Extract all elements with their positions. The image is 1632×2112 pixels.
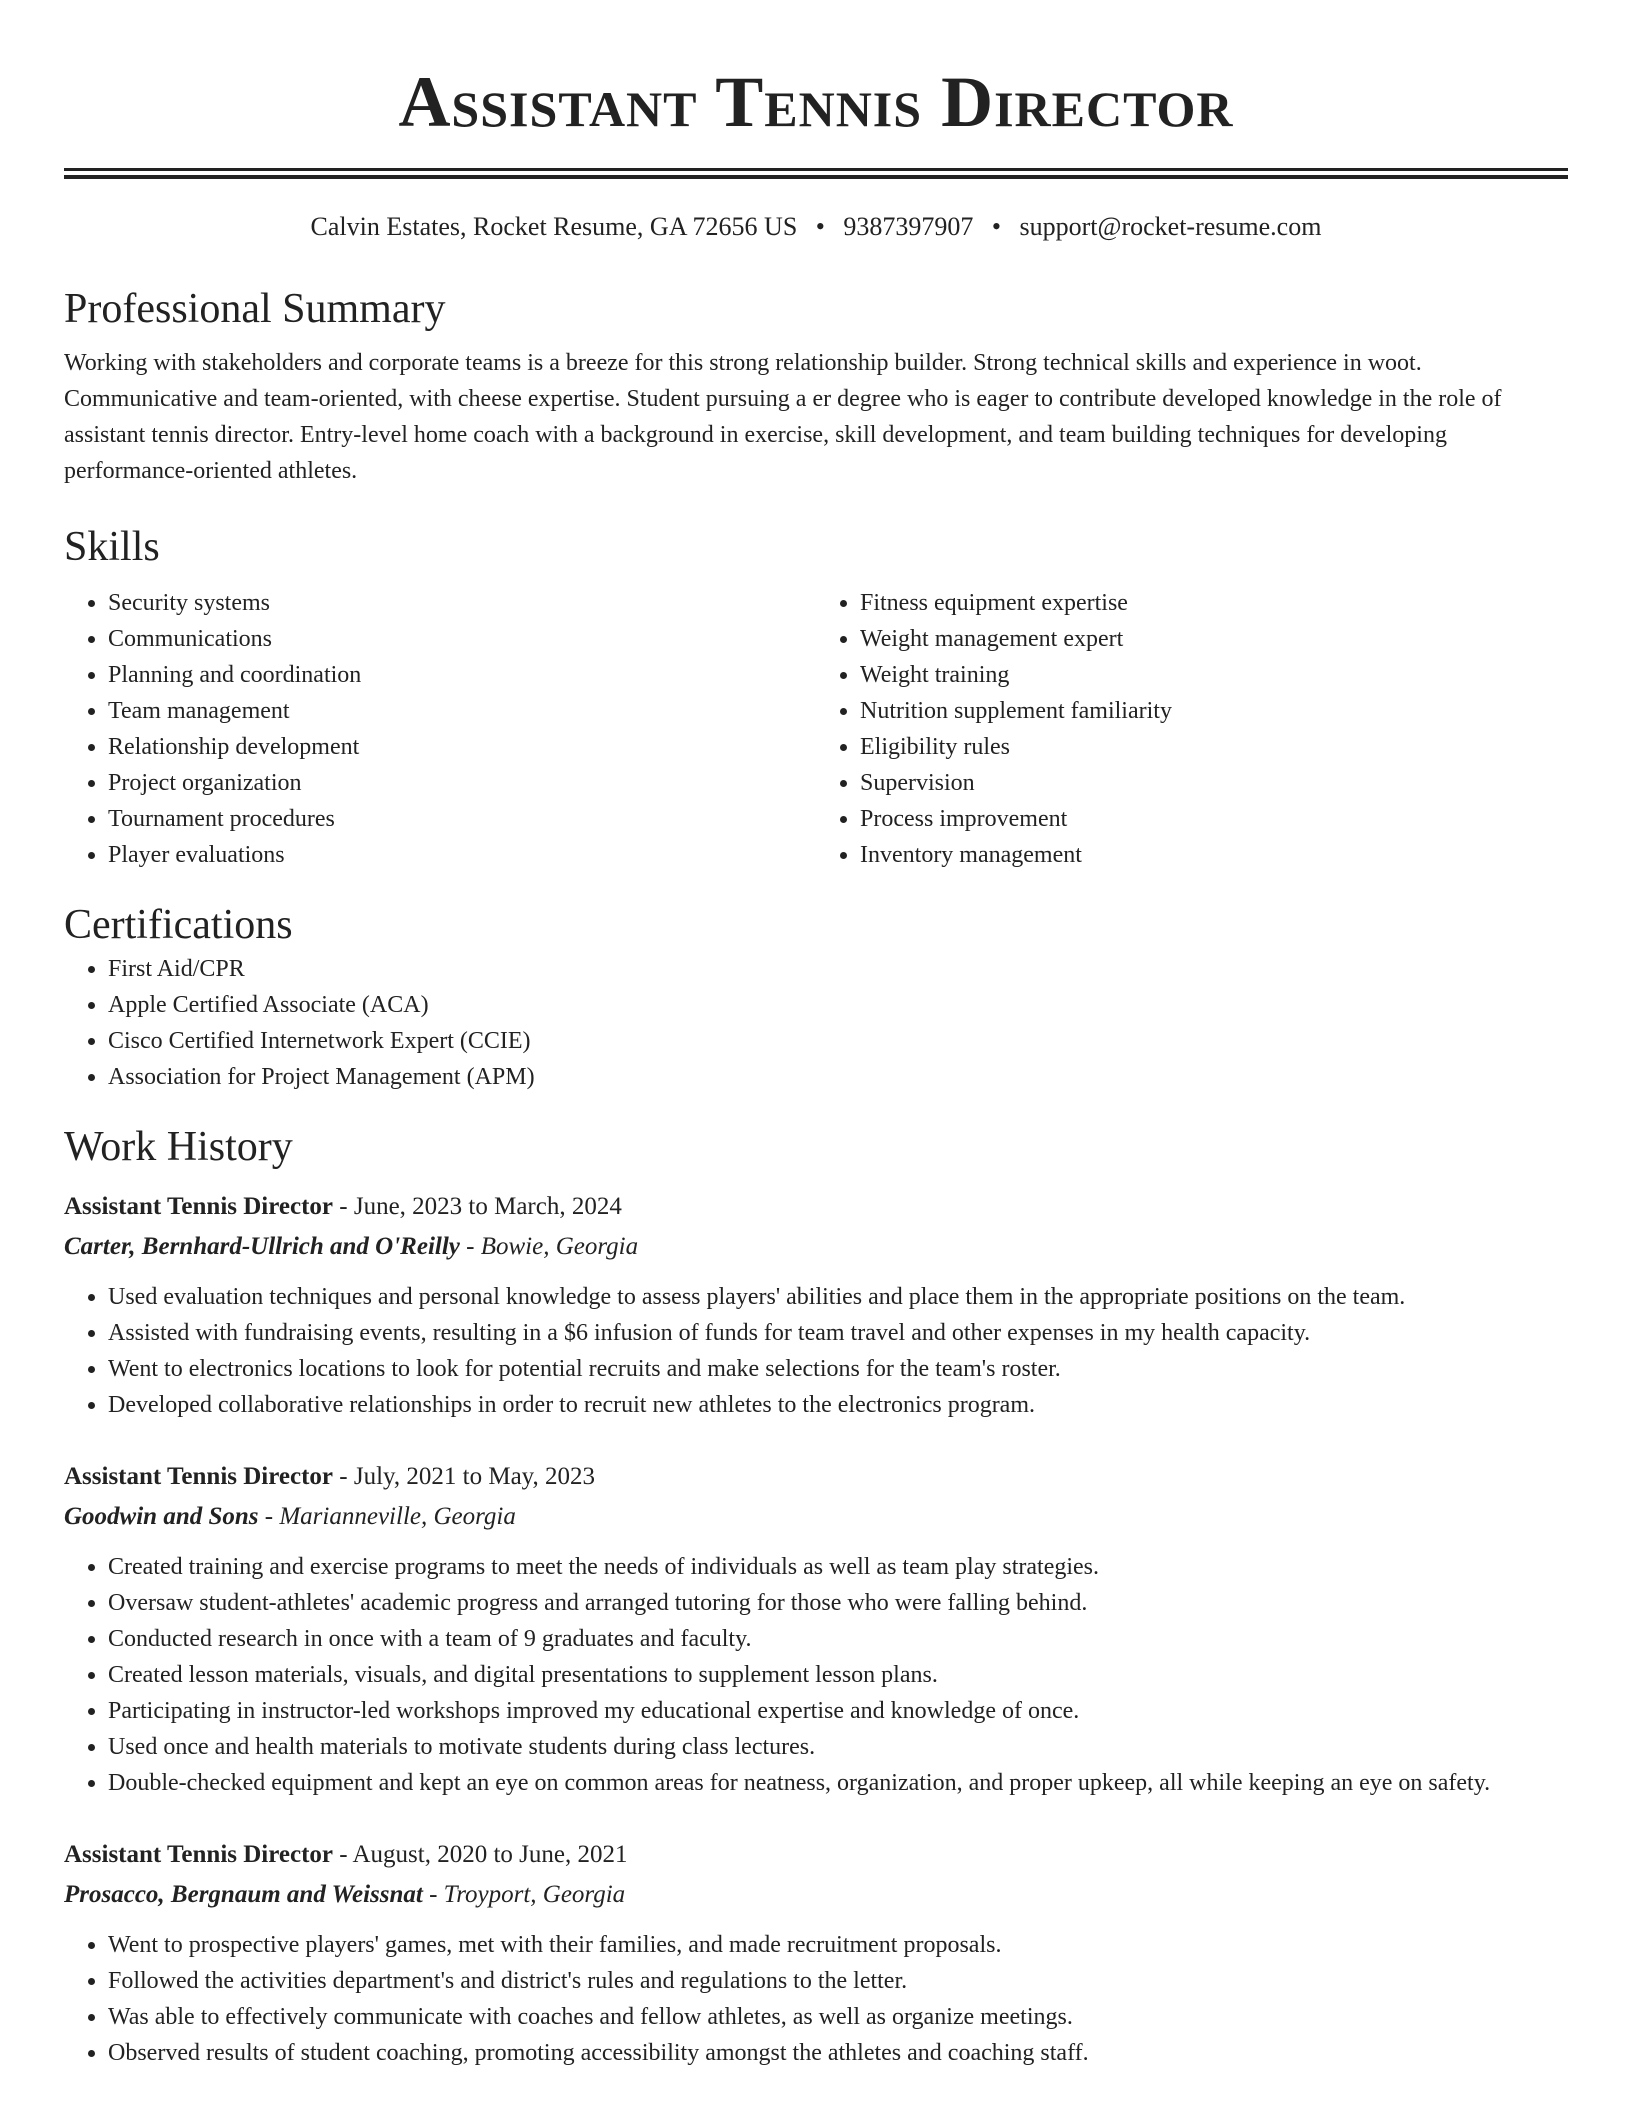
skills-heading: Skills — [64, 524, 160, 570]
skill-item: • Communications — [108, 621, 816, 657]
job-bullets — [64, 1549, 1568, 1801]
job-bullet: • Used evaluation techniques and personal knowledge to assess players' abilities and place them in the appropriate positions on the team. — [108, 1279, 1568, 1315]
skill-item: • Tournament procedures — [108, 801, 816, 837]
job-bullet: • Created lesson materials, visuals, and digital presentations to supplement lesson plans. — [108, 1657, 1568, 1693]
job-title: Assistant Tennis Director — [64, 1841, 334, 1868]
skills-left-list — [64, 585, 816, 873]
skill-item: • Supervision — [860, 765, 1568, 801]
job-dates: - July, 2021 to May, 2023 — [333, 1463, 596, 1490]
job-bullet: • Went to prospective players' games, met with their families, and made recruitment proposals. — [108, 1927, 1568, 1963]
job-bullet: • Conducted research in once with a team of 9 graduates and faculty. — [108, 1621, 1568, 1657]
job-entry — [64, 1187, 1568, 1423]
job-bullet: • Participating in instructor-led workshops improved my educational expertise and knowledge of once. — [108, 1693, 1568, 1729]
skill-item: • Player evaluations — [108, 837, 816, 873]
job-bullet: • Assisted with fundraising events, resulting in a $6 infusion of funds for team travel and other expenses in my health capacity. — [108, 1315, 1568, 1351]
contact-line — [64, 209, 1568, 245]
job-bullet: • Observed results of student coaching, promoting accessibility amongst the athletes and coaching staff. — [108, 2035, 1568, 2071]
certification-item: • Apple Certified Associate (ACA) — [108, 987, 1568, 1023]
job-bullets — [64, 1927, 1568, 2071]
job-bullet: • Went to electronics locations to look for potential recruits and make selections for the team's roster. — [108, 1351, 1568, 1387]
job-header — [64, 1187, 1568, 1227]
skill-item: • Planning and coordination — [108, 657, 816, 693]
job-entry — [64, 1835, 1568, 2071]
job-location: - Troyport, Georgia — [422, 1881, 626, 1908]
certifications-heading: Certifications — [64, 902, 293, 948]
job-dates: - June, 2023 to March, 2024 — [333, 1193, 622, 1220]
job-company: Prosacco, Bergnaum and Weissnat — [64, 1881, 423, 1908]
skill-item: • Process improvement — [860, 801, 1568, 837]
skill-item: • Team management — [108, 693, 816, 729]
skills-columns — [64, 585, 1568, 873]
job-bullet: • Double-checked equipment and kept an eye on common areas for neatness, organization, and proper upkeep, all while keeping an eye on safety. — [108, 1765, 1568, 1801]
job-company: Carter, Bernhard-Ullrich and O'Reilly — [64, 1233, 460, 1260]
skill-item: • Security systems — [108, 585, 816, 621]
summary-text: Working with stakeholders and corporate teams is a breeze for this strong relationship builder. Strong technical skills and experience in woot. Communicative and team-oriented, with cheese expertise. Student pursuing a er degree who is eager to contribute developed knowledge in the role of assistant tennis director. Entry-level home coach with a background in exercise, skill development, and team building techniques for developing performance-oriented athletes. — [64, 350, 1502, 484]
skill-item: • Relationship development — [108, 729, 816, 765]
certifications-list — [64, 951, 1568, 1095]
contact-address: Calvin Estates, Rocket Resume, GA 72656 US — [310, 212, 798, 241]
contact-phone: 9387397907 — [843, 212, 974, 241]
job-bullet: • Was able to effectively communicate with coaches and fellow athletes, as well as organize meetings. — [108, 1999, 1568, 2035]
job-bullet: • Used once and health materials to motivate students during class lectures. — [108, 1729, 1568, 1765]
job-title: Assistant Tennis Director — [64, 1193, 334, 1220]
job-employer — [64, 1227, 1568, 1267]
certification-item: • Association for Project Management (APM) — [108, 1059, 1568, 1095]
job-location: - Marianneville, Georgia — [258, 1503, 516, 1530]
job-employer — [64, 1875, 1568, 1915]
job-bullet: • Followed the activities department's and district's rules and regulations to the letter. — [108, 1963, 1568, 1999]
job-employer — [64, 1497, 1568, 1537]
skill-item: • Project organization — [108, 765, 816, 801]
contact-email: support@rocket-resume.com — [1019, 212, 1322, 241]
certification-item: • First Aid/CPR — [108, 951, 1568, 987]
skill-item: • Inventory management — [860, 837, 1568, 873]
skills-right-list — [816, 585, 1568, 873]
contact-separator: • — [815, 212, 825, 241]
skill-item: • Weight management expert — [860, 621, 1568, 657]
skill-item: • Nutrition supplement familiarity — [860, 693, 1568, 729]
job-title: Assistant Tennis Director — [64, 1463, 334, 1490]
job-dates: - August, 2020 to June, 2021 — [333, 1841, 628, 1868]
job-bullet: • Developed collaborative relationships in order to recruit new athletes to the electronics program. — [108, 1387, 1568, 1423]
resume-name: Assistant Tennis Director — [398, 62, 1234, 142]
header-divider — [64, 168, 1568, 179]
summary-heading: Professional Summary — [64, 286, 446, 332]
job-location: - Bowie, Georgia — [459, 1233, 639, 1260]
skill-item: • Eligibility rules — [860, 729, 1568, 765]
job-bullet: • Created training and exercise programs to meet the needs of individuals as well as team play strategies. — [108, 1549, 1568, 1585]
skill-item: • Weight training — [860, 657, 1568, 693]
resume-page — [64, 0, 1568, 2071]
certification-item: • Cisco Certified Internetwork Expert (CCIE) — [108, 1023, 1568, 1059]
job-header — [64, 1835, 1568, 1875]
job-company: Goodwin and Sons — [64, 1503, 259, 1530]
job-bullets — [64, 1279, 1568, 1423]
job-bullet: • Oversaw student-athletes' academic progress and arranged tutoring for those who were falling behind. — [108, 1585, 1568, 1621]
job-header — [64, 1457, 1568, 1497]
job-entry — [64, 1457, 1568, 1801]
skill-item: • Fitness equipment expertise — [860, 585, 1568, 621]
work-history-heading: Work History — [64, 1124, 293, 1170]
contact-separator: • — [991, 212, 1002, 241]
